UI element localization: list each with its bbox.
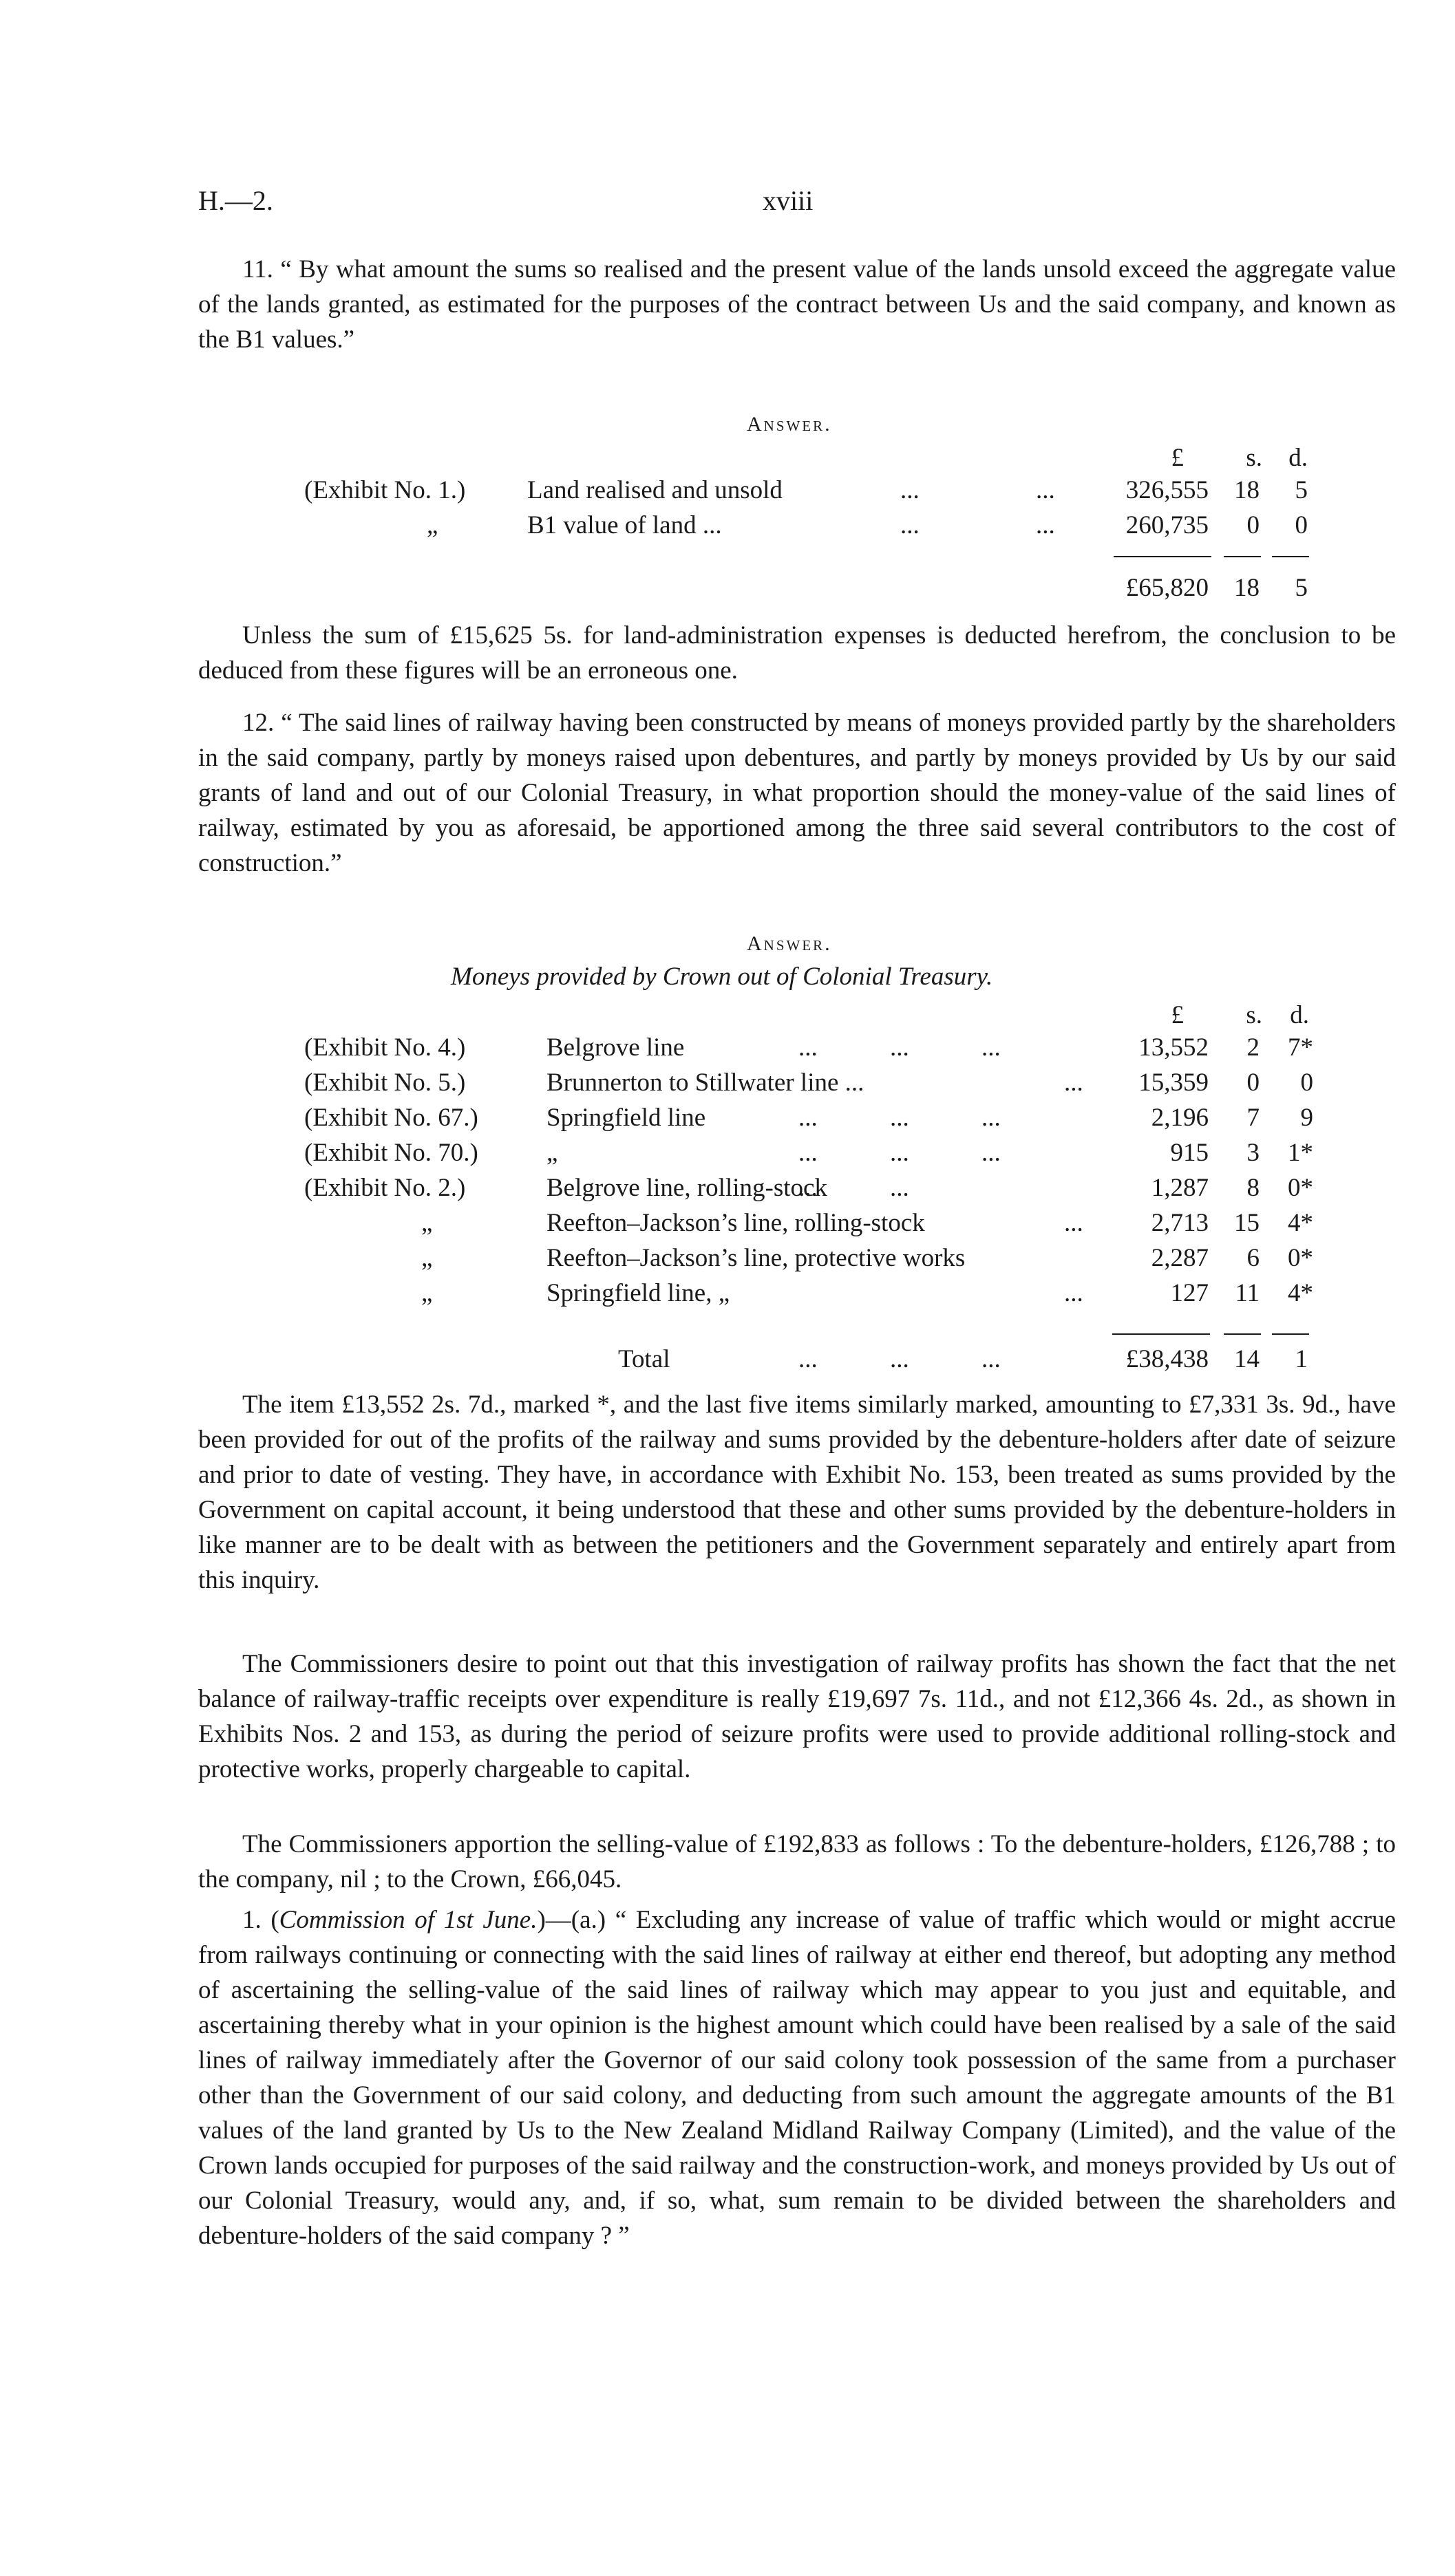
total-pence: 1 bbox=[1295, 1345, 1308, 1373]
leader-dots: ... bbox=[1036, 511, 1055, 539]
answer1-result bbox=[0, 570, 1455, 605]
exhibit-ref: (Exhibit No. 5.) bbox=[304, 1069, 466, 1097]
answer1-row bbox=[0, 473, 1455, 508]
sum-rule bbox=[1224, 556, 1261, 557]
row-description: „ bbox=[546, 1139, 558, 1167]
answer1-row bbox=[0, 508, 1455, 543]
sum-rule bbox=[1224, 1333, 1261, 1335]
leader-dots: ... bbox=[1064, 1279, 1083, 1307]
page-header-ref: H.—2. bbox=[198, 185, 273, 216]
row-description: Belgrove line bbox=[546, 1033, 685, 1062]
leader-dots: ... ... ... bbox=[798, 1139, 1001, 1167]
answer2-row bbox=[0, 1135, 1455, 1170]
row-description: Springfield line, „ bbox=[546, 1279, 730, 1307]
exhibit-ref: „ bbox=[427, 511, 438, 539]
row-description: Springfield line bbox=[546, 1104, 706, 1132]
exhibit-ref: (Exhibit No. 2.) bbox=[304, 1174, 466, 1202]
amount-pence: 5 bbox=[1295, 476, 1308, 504]
amount-pence: 0 bbox=[1295, 511, 1308, 539]
answer-heading-2: Answer. bbox=[747, 932, 832, 955]
amount-shillings: 6 bbox=[1246, 1244, 1260, 1272]
amount-pence: 0 bbox=[1300, 1069, 1313, 1097]
amount-pounds: 2,713 bbox=[1151, 1209, 1209, 1237]
col-shillings-head: s. bbox=[1246, 1001, 1262, 1029]
answer2-row bbox=[0, 1205, 1455, 1241]
amount-pounds: 2,196 bbox=[1151, 1104, 1209, 1132]
row-description: Brunnerton to Stillwater line ... bbox=[546, 1069, 864, 1097]
commission-text: )—(a.) “ Excluding any increase of value of traffic which would or might accrue from railways continuing or connecting with the said lines of railway at either end thereof, but adopting any method of ascertaining the selling-value of the said lines of railway which may appear to you just and equitable, and ascertaining thereby what in your opinion is the highest amount which could have been realised by a sale of the said lines of railway immediately after the Governor of our said colony took possession of the same from a purchaser other than the Government of our said colony, and deducting from such amount the aggregate amounts of the B1 values of the land granted by Us to the New Zealand Midland Railway Company (Limited), and the value of the Crown lands occupied for purposes of the said railway and the construction-work, and moneys provided by Us out of our Colonial Treasury, would any, and, if so, what, sum remain to be divided between the shareholders and debenture-holders of the said company ? ” bbox=[198, 1906, 1396, 2250]
paragraph-commission bbox=[198, 1902, 1396, 2253]
col-pence-head: d. bbox=[1288, 444, 1308, 472]
exhibit-ref: (Exhibit No. 4.) bbox=[304, 1033, 466, 1062]
amount-shillings: 2 bbox=[1246, 1033, 1260, 1062]
amount-shillings: 11 bbox=[1235, 1279, 1260, 1307]
sum-rule bbox=[1272, 556, 1309, 557]
exhibit-ref: „ bbox=[421, 1209, 433, 1237]
amount-pence: 0* bbox=[1288, 1174, 1313, 1202]
leader-dots: ... bbox=[1064, 1069, 1083, 1097]
amount-pounds: 915 bbox=[1170, 1139, 1209, 1167]
sum-rule bbox=[1114, 556, 1211, 557]
amount-pounds: 2,287 bbox=[1151, 1244, 1209, 1272]
amount-pounds: 15,359 bbox=[1138, 1069, 1209, 1097]
sum-rule bbox=[1272, 1333, 1309, 1335]
leader-dots: ... ... ... bbox=[798, 1345, 1001, 1373]
amount-pounds: 326,555 bbox=[1125, 476, 1209, 504]
answer2-column-heads bbox=[0, 998, 1455, 1033]
amount-pounds: 1,287 bbox=[1151, 1174, 1209, 1202]
exhibit-ref: „ bbox=[421, 1244, 433, 1272]
amount-shillings: 7 bbox=[1246, 1104, 1260, 1132]
amount-pounds: 13,552 bbox=[1138, 1033, 1209, 1062]
answer1-column-heads bbox=[0, 440, 1455, 475]
row-description: Reefton–Jackson’s line, rolling-stock bbox=[546, 1209, 925, 1237]
answer2-row bbox=[0, 1030, 1455, 1065]
amount-pence: 0* bbox=[1288, 1244, 1313, 1272]
amount-pounds: 127 bbox=[1170, 1279, 1209, 1307]
commission-prefix: 1. ( bbox=[242, 1906, 279, 1934]
col-shillings-head: s. bbox=[1246, 444, 1262, 472]
answer2-row bbox=[0, 1276, 1455, 1311]
total-label: Total bbox=[618, 1345, 670, 1373]
amount-shillings: 3 bbox=[1246, 1139, 1260, 1167]
answer2-row bbox=[0, 1241, 1455, 1276]
amount-shillings: 18 bbox=[1234, 476, 1260, 504]
total-pounds: £38,438 bbox=[1125, 1345, 1209, 1373]
answer2-row bbox=[0, 1170, 1455, 1205]
answer2-row bbox=[0, 1100, 1455, 1135]
row-description: B1 value of land ... bbox=[527, 511, 722, 539]
leader-dots: ... bbox=[1036, 476, 1055, 504]
paragraph-unless: Unless the sum of £15,625 5s. for land-administration expenses is deducted herefrom, the conclusion to be deduced from these figures will be an erroneous one. bbox=[198, 621, 1396, 685]
amount-pounds: 260,735 bbox=[1125, 511, 1209, 539]
leader-dots: ... bbox=[900, 476, 920, 504]
amount-shillings: 15 bbox=[1234, 1209, 1260, 1237]
leader-dots: ... ... ... bbox=[798, 1104, 1001, 1132]
page-number: xviii bbox=[763, 185, 814, 216]
exhibit-ref: (Exhibit No. 1.) bbox=[304, 476, 466, 504]
leader-dots: ... ... bbox=[798, 1174, 909, 1202]
total-shillings: 14 bbox=[1234, 1345, 1260, 1373]
leader-dots: ... ... ... bbox=[798, 1033, 1001, 1062]
leader-dots: ... bbox=[900, 511, 920, 539]
col-pounds-head: £ bbox=[1171, 444, 1184, 472]
amount-pence: 4* bbox=[1288, 1279, 1313, 1307]
row-description: Reefton–Jackson’s line, protective works bbox=[546, 1244, 966, 1272]
amount-shillings: 8 bbox=[1246, 1174, 1260, 1202]
result-pounds: £65,820 bbox=[1125, 574, 1209, 602]
amount-pence: 1* bbox=[1288, 1139, 1313, 1167]
paragraph-item: The item £13,552 2s. 7d., marked *, and the last five items similarly marked, amounting to £7,331 3s. 9d., have been provided for out of the profits of the railway and sums provided by the debenture-holders after date of seizure and prior to date of vesting. They have, in accordance with Exhibit No. 153, been treated as sums provided by the Government on capital account, it being understood that these and other sums provided by the debenture-holders in like manner are to be dealt with as between the petitioners and the Government separately and entirely apart from this inquiry. bbox=[198, 1391, 1396, 1594]
paragraph-commissioners-2: The Commissioners apportion the selling-value of £192,833 as follows : To the debenture-holders, £126,788 ; to the company, nil ; to the Crown, £66,045. bbox=[198, 1830, 1396, 1893]
row-description: Land realised and unsold bbox=[527, 476, 783, 504]
answer2-total bbox=[0, 1342, 1455, 1377]
col-pence-head: d. bbox=[1290, 1001, 1309, 1029]
amount-pence: 9 bbox=[1300, 1104, 1313, 1132]
amount-pence: 4* bbox=[1288, 1209, 1313, 1237]
exhibit-ref: „ bbox=[421, 1279, 433, 1307]
col-pounds-head: £ bbox=[1171, 1001, 1184, 1029]
question-11: 11. “ By what amount the sums so realised and the present value of the lands unsold exceed the aggregate value of the lands granted, as estimated for the purposes of the contract between Us and the said company, and known as the B1 values.” bbox=[198, 255, 1396, 354]
answer-heading-1: Answer. bbox=[747, 413, 832, 436]
amount-pence: 7* bbox=[1288, 1033, 1313, 1062]
commission-title: Commission of 1st June. bbox=[279, 1906, 538, 1934]
result-pence: 5 bbox=[1295, 574, 1308, 602]
amount-shillings: 0 bbox=[1246, 511, 1260, 539]
paragraph-commissioners-1: The Commissioners desire to point out that this investigation of railway profits has shown the fact that the net balance of railway-traffic receipts over expenditure is really £19,697 7s. 11d., and not £12,366 4s. 2d., as shown in Exhibits Nos. 2 and 153, as during the period of seizure profits were used to provide additional rolling-stock and protective works, properly chargeable to capital. bbox=[198, 1650, 1396, 1783]
answer2-row bbox=[0, 1065, 1455, 1100]
answer2-subheading: Moneys provided by Crown out of Colonial Treasury. bbox=[451, 963, 993, 991]
leader-dots: ... bbox=[1064, 1209, 1083, 1237]
exhibit-ref: (Exhibit No. 67.) bbox=[304, 1104, 478, 1132]
result-shillings: 18 bbox=[1234, 574, 1260, 602]
exhibit-ref: (Exhibit No. 70.) bbox=[304, 1139, 478, 1167]
amount-shillings: 0 bbox=[1246, 1069, 1260, 1097]
row-description: Belgrove line, rolling-stock bbox=[546, 1174, 827, 1202]
question-12: 12. “ The said lines of railway having been constructed by means of moneys provided partly by the shareholders in the said company, partly by moneys raised upon debentures, and partly by moneys provided by Us by our said grants of land and out of our Colonial Treasury, in what proportion should the money-value of the said lines of railway, estimated by you as aforesaid, be apportioned among the three said several contributors to the cost of construction.” bbox=[198, 709, 1396, 877]
sum-rule bbox=[1112, 1333, 1210, 1335]
